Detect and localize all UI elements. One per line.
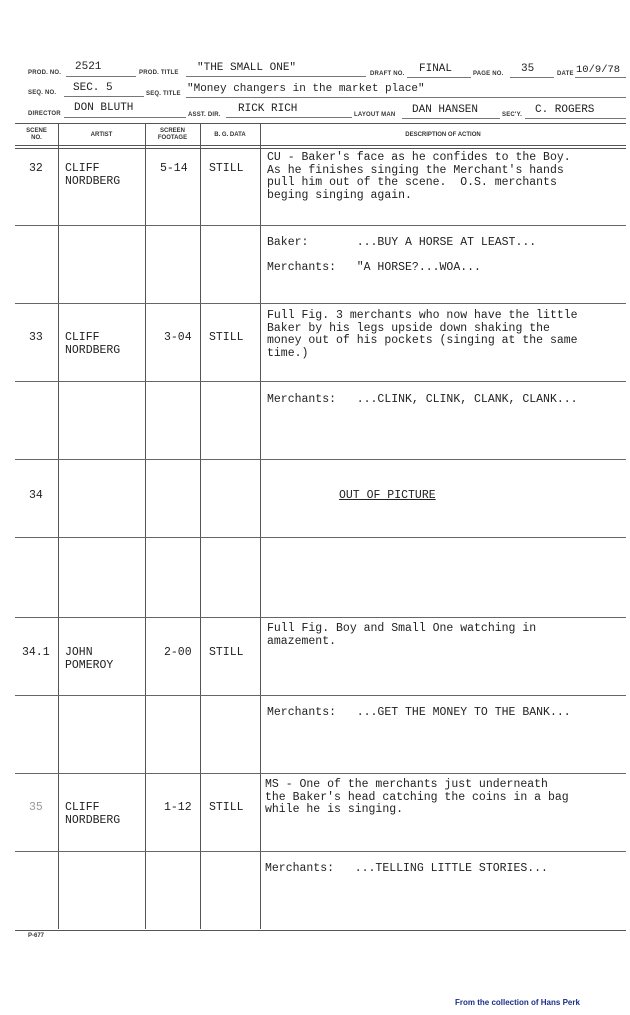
col-header-description: DESCRIPTION OF ACTION: [405, 131, 481, 138]
col-divider: [145, 123, 146, 929]
header-divider: [15, 148, 626, 149]
row-divider: [15, 773, 626, 774]
date-value: 10/9/78: [576, 64, 621, 76]
draft-no-value: FINAL: [419, 63, 453, 75]
bg-data: STILL: [209, 162, 244, 175]
collection-credit: From the collection of Hans Perk: [455, 998, 580, 1007]
row-divider: [15, 537, 626, 538]
row-divider: [15, 695, 626, 696]
description: Full Fig. Boy and Small One watching in amazement.: [267, 622, 537, 648]
draft-no-label: DRAFT NO.: [370, 71, 405, 77]
row-divider: [15, 225, 626, 226]
screen-footage: 3-04: [164, 331, 192, 344]
secy-value: C. ROGERS: [535, 104, 595, 116]
description: Full Fig. 3 merchants who now have the little Baker by his legs upside down shaking the money out of his pockets (singing at the same time.): [267, 309, 578, 360]
layout-man-value: DAN HANSEN: [412, 104, 479, 116]
scene-no: 32: [29, 162, 43, 175]
bg-data: STILL: [209, 646, 244, 659]
row-divider: [15, 851, 626, 852]
date-label: DATE: [557, 71, 574, 77]
row-divider: [15, 303, 626, 304]
col-header-scene-no: SCENE NO.: [26, 128, 47, 141]
screen-footage: 1-12: [164, 801, 192, 814]
asst-dir-value: RICK RICH: [238, 103, 298, 115]
layout-man-label: LAYOUT MAN: [354, 112, 396, 118]
prod-title-value: "THE SMALL ONE": [197, 62, 297, 74]
scene-no: 34: [29, 489, 43, 502]
artist: CLIFF NORDBERG: [65, 162, 121, 188]
director-value: DON BLUTH: [74, 102, 134, 114]
col-divider: [200, 123, 201, 929]
col-divider: [260, 123, 261, 929]
secy-label: SEC'Y.: [502, 112, 522, 118]
row-divider: [15, 617, 626, 618]
description: CU - Baker's face as he confides to the Boy. As he finishes singing the Merchant's hands pull him out of the scene. O.S. merchants beging singing again.: [267, 151, 571, 202]
scene-no: 33: [29, 331, 43, 344]
scene-no: 34.1: [22, 646, 50, 659]
seq-no-value: SEC. 5: [73, 82, 113, 94]
form-code: P-677: [28, 933, 45, 939]
row-divider: [15, 381, 626, 382]
col-divider: [58, 123, 59, 929]
description: MS - One of the merchants just underneath the Baker's head catching the coins in a bag while he is singing.: [265, 778, 569, 816]
dialogue: Merchants: ...TELLING LITTLE STORIES...: [265, 862, 548, 875]
bg-data: STILL: [209, 801, 244, 814]
seq-title-label: SEQ. TITLE: [146, 91, 181, 97]
seq-title-value: "Money changers in the market place": [187, 83, 425, 95]
row-divider: [15, 459, 626, 460]
header-divider: [15, 145, 626, 146]
prod-no-value: 2521: [75, 61, 102, 73]
director-label: DIRECTOR: [28, 111, 61, 117]
scene-no: 35: [29, 801, 43, 814]
out-of-picture: OUT OF PICTURE: [339, 489, 436, 502]
artist: CLIFF NORDBERG: [65, 331, 121, 357]
prod-title-label: PROD. TITLE: [139, 70, 179, 76]
dialogue: Baker: ...BUY A HORSE AT LEAST... Merchants: "A HORSE?...WOA...: [267, 236, 537, 274]
page-no-label: PAGE NO.: [473, 71, 504, 77]
screen-footage: 2-00: [164, 646, 192, 659]
artist: JOHN POMEROY: [65, 646, 114, 672]
bg-data: STILL: [209, 331, 244, 344]
asst-dir-label: ASST. DIR.: [188, 112, 221, 118]
page-no-value: 35: [521, 63, 535, 75]
col-header-screen-footage: SCREEN FOOTAGE: [157, 128, 188, 141]
screen-footage: 5-14: [160, 162, 188, 175]
col-header-bg-data: B. G. DATA: [214, 131, 246, 138]
seq-no-label: SEQ. NO.: [28, 90, 57, 96]
col-header-artist: ARTIST: [90, 131, 113, 138]
dialogue: Merchants: ...CLINK, CLINK, CLANK, CLANK...: [267, 393, 578, 406]
artist: CLIFF NORDBERG: [65, 801, 121, 827]
prod-no-label: PROD. NO.: [28, 70, 62, 76]
dialogue: Merchants: ...GET THE MONEY TO THE BANK...: [267, 706, 571, 719]
